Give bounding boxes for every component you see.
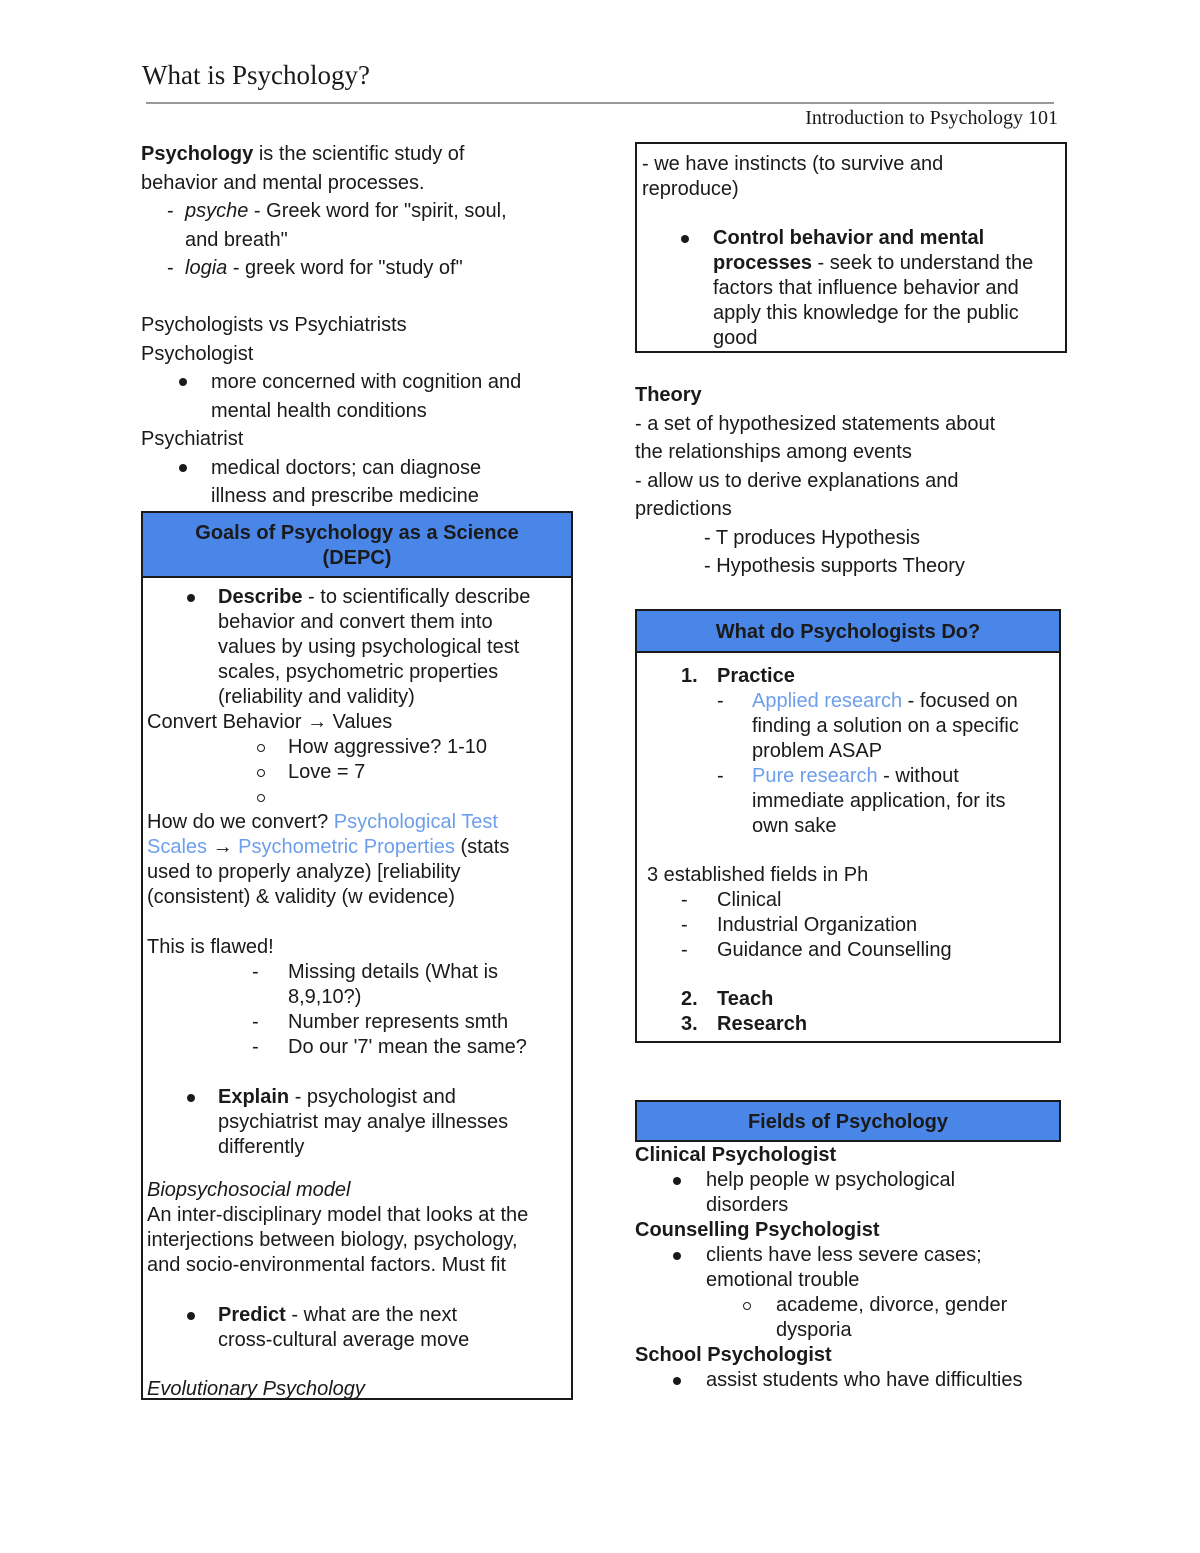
predict-term: Predict xyxy=(218,1304,286,1326)
circle-bullet-icon xyxy=(257,744,265,752)
bullet-icon xyxy=(673,1177,681,1185)
bullet-icon xyxy=(681,235,689,243)
control-term: Control behavior and mental xyxy=(713,227,985,249)
research-label: Research xyxy=(717,1013,808,1035)
circle-bullet-icon xyxy=(743,1302,751,1310)
fields-section: Clinical Psychologist help people w psychological disorders Counselling Psychologist clients have less severe cases; emotional trouble academe, divorce, gender dysporia School Psychologist assist students who have difficulties xyxy=(635,1143,1065,1393)
comparison-title: Psychologists vs Psychiatrists xyxy=(141,314,407,336)
bullet-icon xyxy=(187,1312,195,1320)
teach-label: Teach xyxy=(717,988,774,1010)
counselling-title: Counselling Psychologist xyxy=(635,1219,880,1241)
biopsychosocial-title: Biopsychosocial model xyxy=(147,1179,351,1201)
theory-title: Theory xyxy=(635,384,702,406)
bullet-icon xyxy=(187,594,195,602)
what-do-header: What do Psychologists Do? xyxy=(637,611,1059,653)
bullet-icon xyxy=(179,378,187,386)
what-psychologists-do-box: What do Psychologists Do? 1. Practice - Applied research - focused on finding a solution on a specific problem ASAP - Pure research - without immediate application, for its own sake 3 established fields in Ph - Clinical - Industrial Organization - Guidance and Counselling 2. Teach 3. Research xyxy=(635,609,1061,1043)
course-name: Introduction to Psychology 101 xyxy=(805,107,1058,129)
circle-bullet-icon xyxy=(257,769,265,777)
bullet-icon xyxy=(179,464,187,472)
goals-box: Goals of Psychology as a Science (DEPC) Describe - to scientifically describe behavior and convert them into values by using psychological test scales, psychometric properties (reliability and validity) Convert Behavior → Values How aggressive? 1-10 Love = 7 How do we convert? Psychological Test Scales → Psychometric Properties (stats used to properly analyze) [reliability (consistent) & validity (w evidence) This is flawed! - Missing details (What is 8,9,10?) - Number represents smth - Do our '7' mean the same? Explain - psychologist and psychiatrist may analye illnesses differently Biopsychosocial model An inter-disciplinary model that looks at the interjections between biology, psychology, and socio-environmental factors. Must fit Predict - what are the next cross-cultural average move Evolutionary Psychology xyxy=(141,511,573,1400)
page-title: What is Psychology? xyxy=(142,60,370,90)
psychological-test-link[interactable]: Psychological Test xyxy=(333,811,498,833)
psychologist-label: Psychologist xyxy=(141,342,254,365)
goals-header: Goals of Psychology as a Science (DEPC) xyxy=(143,513,571,578)
flawed-title: This is flawed! xyxy=(147,936,274,958)
bullet-icon xyxy=(673,1252,681,1260)
school-title: School Psychologist xyxy=(635,1344,832,1366)
bullet-icon xyxy=(187,1094,195,1102)
applied-research-link[interactable]: Applied research xyxy=(752,690,903,712)
header-divider xyxy=(146,102,1054,104)
instinct-box: - we have instincts (to survive and reproduce) Control behavior and mental processes - seek to understand the factors that influence behavior and apply this knowledge for the public good xyxy=(635,142,1067,353)
definition-section: Psychology is the scientific study of behavior and mental processes. - psyche - Greek word for "spirit, soul, and breath" - logia - greek word for "study of" Psychologists vs Psychiatrists Psychologist more concerned with cognition and mental health conditions Psychiatrist medical doctors; can diagnose illness and prescribe medicine xyxy=(141,140,581,511)
circle-bullet-icon xyxy=(257,794,265,802)
fields-intro: 3 established fields in Ph xyxy=(647,864,869,886)
etymology-logia: logia xyxy=(185,257,228,279)
fields-header: Fields of Psychology xyxy=(635,1100,1061,1142)
theory-section: Theory - a set of hypothesized statements about the relationships among events - allow us to derive explanations and predictions - T produces Hypothesis - Hypothesis supports Theory xyxy=(635,381,1065,581)
practice-label: Practice xyxy=(717,665,795,687)
psychometric-properties-link[interactable]: Psychometric Properties xyxy=(238,836,455,858)
clinical-title: Clinical Psychologist xyxy=(635,1144,837,1166)
psychology-term: Psychology xyxy=(141,143,254,165)
explain-term: Explain xyxy=(218,1086,290,1108)
evolutionary-psychology: Evolutionary Psychology xyxy=(147,1378,365,1400)
etymology-psyche: psyche xyxy=(185,200,249,222)
psychiatrist-label: Psychiatrist xyxy=(141,428,244,450)
describe-term: Describe xyxy=(218,586,303,608)
pure-research-link[interactable]: Pure research xyxy=(752,765,878,787)
bullet-icon xyxy=(673,1377,681,1385)
